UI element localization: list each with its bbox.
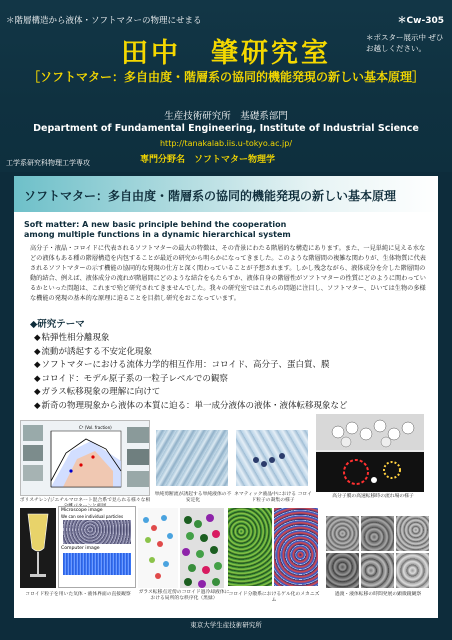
content-panel <box>14 176 438 618</box>
time-evolution-caption: 過渡・液体転移の時間発展の顕微鏡観察 <box>334 592 422 597</box>
lab-title: 田中 肇研究室 <box>121 38 331 69</box>
specialty: 専門分野名 ソフトマター物理学 <box>140 155 276 165</box>
booth-note: ＊ポスター展示中 ぜひお越しください。 <box>366 33 444 53</box>
poster-subtitle: ［ソフトマター：多自由度・階層系の協同的機能発現の新しい基本原理］ <box>27 70 424 84</box>
glass-caption: ガラス転移点近傍のコロイド過冷却液体における局所的な秩序化（黒緑） <box>138 590 230 601</box>
colloid-flow-figure <box>316 414 424 492</box>
gel-caption: コロイド分散系におけるゲル化のメカニズム <box>228 592 320 603</box>
time-evolution-figure <box>326 516 430 590</box>
phase-diagram-graphic <box>21 421 150 496</box>
affiliation: 工学系研究科物理工学専攻 <box>6 159 90 167</box>
topics-list <box>34 332 348 414</box>
glass-transition-graphic <box>138 508 224 588</box>
topic-item: ◆ コロイド：モデル原子系の一粒子レベルでの観察 <box>34 373 348 387</box>
computer-label: Computer image <box>61 546 100 551</box>
nematic-figure <box>236 430 308 486</box>
phase-diagram-figure <box>20 420 150 496</box>
english-title <box>24 220 424 240</box>
wine-glass-icon <box>20 508 56 588</box>
panel-title: ソフトマター：多自由度・階層系の協同的機能発現の新しい基本原理 <box>24 189 397 203</box>
panel-header <box>14 176 438 212</box>
shear-flow-figure <box>156 430 228 486</box>
topic-item: ◆ 新奇の物理現象から液体の本質に迫る：単一成分液体の液体・液体転移現象など <box>34 400 348 414</box>
lab-url-link[interactable]: http://tanakalab.iis.u-tokyo.ac.jp/ <box>159 139 293 148</box>
gel-cluster-graphic <box>274 508 318 586</box>
phase-diagram-title: C³ (Vol. fraction) <box>79 425 112 430</box>
abstract: 高分子・液晶・コロイドに代表されるソフトマターの最大の特徴は、その背景にわたる階層的な構造にあります。また、一見単純に見える水などの液体もある種の階層構造を内包することが最近の研究から明らかになってきました。このような階層間の複雑な関わりが、生体物質に代表されるソフトマターの示す機能の協同的な発現の仕方と深く関わっていることが予想されます。しかし残念ながら、液体成分を介した階層間の動的結合、例えば、液体成分の流れが階層間にどのような結合をもたらすか、液体自身の階層性がソフトマターの性質にどのように関わっているかといった問題は、これまで殆ど研究されてきませんでした。我々の研究室ではこれらの問題に注目し、ソフトマター、ひいては生物の多様な機能の発現の基本的な原理に迫ることを目指し研究をおこなっています。 <box>30 245 426 302</box>
colloid-flow-caption: 高分子膜の高速転移時の流れ場の様子 <box>332 494 414 499</box>
microscope-subtitle: We can see individual particles <box>61 514 124 519</box>
microscope-image-figure <box>58 506 136 588</box>
colloid-flow-graphic <box>316 414 424 492</box>
microscope-graphic <box>63 520 131 544</box>
gel-figure <box>228 508 318 588</box>
poster-code: ＊Cw-305 <box>397 16 444 26</box>
topic-item: ◆ 流動が誘起する不安定化現象 <box>34 346 348 360</box>
footer-institute: 東京大学生産技術研究所 <box>190 621 262 629</box>
tagline: ＊階層構造から液体・ソフトマターの物理にせまる <box>6 16 202 26</box>
topics-heading: ◆研究テーマ <box>30 319 85 330</box>
english-title-line-1: Soft matter: A new basic principle behind the cooperation <box>24 220 287 229</box>
nematic-colloids-graphic <box>236 430 308 486</box>
phase-diagram-caption: ポリスチレン/ジエチルマロネート混合系で見られる様々な相 <box>19 498 151 503</box>
topic-item: ◆ ガラス転移現象の理解に向けて <box>34 386 348 400</box>
gel-network-graphic <box>228 508 272 586</box>
department-en: Department of Fundamental Engineering, Institute of Industrial Science <box>33 123 419 134</box>
header-banner <box>0 0 452 172</box>
wine-glass-figure <box>20 508 56 588</box>
topic-item: ◆ ソフトマターにおける流体力学的相互作用：コロイド、高分子、蛋白質、膜 <box>34 359 348 373</box>
glass-transition-figure <box>138 508 224 588</box>
topic-item: ◆ 粘弾性相分離現象 <box>34 332 348 346</box>
english-title-line-2: among multiple functions in a dynamic hierarchical system <box>24 230 291 239</box>
computer-graphic <box>63 553 131 575</box>
wine-caption: コロイド粒子を用いた気体・液体界面の直接観察 <box>25 592 131 597</box>
shear-flow-caption: 単純剪断流が誘起する単純液体の不安定化 <box>154 492 232 503</box>
department-jp: 生産技術研究所 基礎系部門 <box>164 111 288 122</box>
nematic-caption: ネマティック液晶中における コロイド粒子の凝集の様子 <box>234 492 312 503</box>
microscope-label: Microscope image <box>61 508 103 513</box>
